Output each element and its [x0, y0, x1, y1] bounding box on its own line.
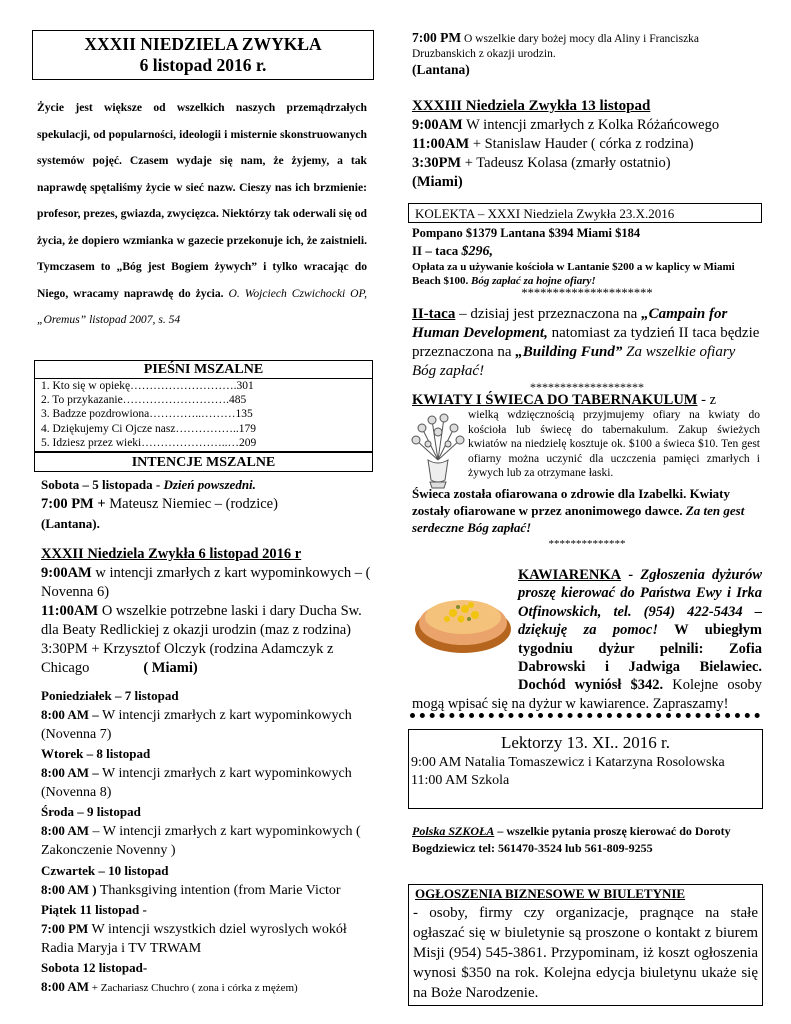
sunday-33-intentions: XXXIII Niedziela Zwykła 13 listopad 9:00AM W intencji zmarłych z Kolka Różańcowego 11:00AM + Stanislaw Hauder ( córka z rodzina) 3:30PM + Tadeusz Kolasa (zmarły ostatnio) (Miami): [412, 97, 762, 192]
sunday33-heading: XXXIII Niedziela Zwykła 13 listopad: [412, 98, 651, 114]
flowers-offering: Świeca została ofiarowana o zdrowie dla Izabelki. Kwiaty zostały ofiarowane w przez anonimowego dawce. Za ten gest serdeczne Bóg zapłać! **************: [412, 486, 745, 550]
song-item: 1. Kto się w opiekę……………………….301: [41, 380, 254, 392]
flowers-heading-line: KWIATY I ŚWIECA DO TABERNAKULUM - z: [412, 392, 716, 408]
collection-heading: KOLEKTA – XXXI Niedziela Zwykła 23.X.2016: [408, 203, 762, 223]
business-ads-box: [408, 884, 763, 1006]
second-collection: II-taca – dzisiaj jest przeznaczona na „Campain for Human Development, natomiast za tydzień II taca będzie przeznaczona na „Building Fund” Za wszelkie ofiary Bóg zapłać! *******************: [412, 306, 760, 394]
title-line1: XXXII NIEDZIELA ZWYKŁA: [84, 34, 322, 54]
song-item: 2. To przykazanie……………………….485: [41, 394, 247, 407]
lectors-line1: 9:00 AM Natalia Tomaszewicz i Katarzyna Rosolowska: [411, 755, 725, 770]
song-item: 3. Badzze pozdrowiona…………..………135: [41, 408, 253, 421]
saturday2-heading: Sobota 12 listopad-: [41, 960, 148, 975]
tuesday-heading: Wtorek – 8 listopad: [41, 746, 151, 761]
weekday-intentions: Poniedziałek – 7 listopad 8:00 AM – W intencji zmarłych z kart wypominkowych (Novenna 7) Wtorek – 8 listopad 8:00 AM – W intencji zmarłych z kart wypominkowych (Novenna 8) Środa – 9 listopad 8:00 AM – W intencji zmarłych z kart wypominkowych ( Zakonczenie Novenny ): [41, 686, 371, 860]
flower-vase-icon: [410, 410, 466, 490]
quote-text: Życie jest większe od wszelkich naszych przemądrzałych spekulacji, od popularności, ideologii i misternie skonstruowanych systemów pojęć. Czasem wydaje się nam, że żyjemy, a tak naprawdę spętaliśmy życie w sieć nazw. Cieszy nas ich brzmienie: profesor, prezes, gwiazda, zwycięzca. Niektórzy tak oderwali się od życia, że dopiero wzmianka w gazecie przekonuje ich, że zaistnieli. Tymczasem to „Bóg jest Bogiem żywych” i tylko wracając do Niego, wracamy naprawdę do życia.: [37, 101, 367, 300]
sunday-intentions: XXXII Niedziela Zwykła 6 listopad 2016 r 9:00AM w intencji zmarłych z kart wypominkowych – ( Novenna 6) 11:00AM O wszelkie potrzebne laski i dary Ducha Sw. dla Beaty Redlickiej z okazji urodzin (maz z rodzina) 3:30PM + Krzysztof Olczyk (rodzina Adamczyk z Chicago ( Miami): [41, 546, 371, 676]
right-top-intention: 7:00 PM O wszelkie dary bożej mocy dla Aliny i Franciszka Druzbanskich z okazji urodzin. (Lantana): [412, 30, 700, 77]
late-week-intentions: Czwartek – 10 listopad 8:00 AM ) Thanksgiving intention (from Marie Victor Piątek 11 listopad - 7:00 PM W intencji wszystkich dziel wyroslych wokół Radia Maryja i TV TRWAM Sobota 12 listopad- 8:00 AM + Zachariasz Chuchro ( zona i córka z mężem): [41, 861, 371, 998]
flowers-text: wielką wdzięcznością przyjmujemy ofiary na kwiaty do kościoła lub świecę do tabernakulum. Zakup świeżych kwiatów na niedzielę kosztuje ok. $100 a świeca $10. Ten gest ofiarny można uczynić dla uczczenia pamięci zmarłych i żywych lub za otrzymane łaski.: [468, 409, 760, 480]
reflection-quote: [37, 95, 367, 334]
friday-heading: Piątek 11 listopad -: [41, 902, 147, 917]
lectors-line2: 11:00 AM Szkola: [411, 773, 510, 788]
business-heading: OGŁOSZENIA BIZNESOWE W BIULETYNIE: [415, 886, 686, 901]
dotted-divider: [410, 713, 760, 718]
wednesday-heading: Środa – 9 listopad: [41, 804, 141, 819]
saturday-intention: Sobota – 5 listopada - Dzień powszedni. 7:00 PM + Mateusz Niemiec – (rodzice) (Lantana).: [41, 477, 278, 531]
cafe-section: KAWIARENKA - Zgłoszenia dyżurów proszę kierować do Państwa Ewy i Irka Otfinowskich, tel. (954) 422-5434 – dziękuję za pomoc! W ubiegłym tygodniu dyżur pelnili: Zofia Dabrowski i Jadwiga Bielawiec. Dochód wyniósł $342. Kolejne osoby mogą wpisać się na dyżur w kawiarence. Zapraszamy!: [412, 567, 762, 712]
intentions-heading: INTENCJE MSZALNE: [34, 452, 373, 472]
collection-details: Pompano $1379 Lantana $394 Miami $184 II – taca $296, Opłata za u używanie kościoła w Lantanie $200 a w kaplicy w Miami Beach $100. Bóg zapłać za hojne ofiary! *********************: [412, 226, 735, 300]
song-item: 4. Dziękujemy Ci Ojcze nasz……………..179: [41, 422, 256, 435]
song-item: 5. Idziesz przez wieki…………………..…209: [41, 436, 257, 449]
quote-author: O. Wojciech Czwichocki OP, „Oremus” listopad 2007, s. 54: [37, 286, 368, 326]
songs-heading: PIEŚNI MSZALNE: [35, 361, 372, 379]
monday-heading: Poniedziałek – 7 listopad: [41, 688, 179, 703]
school-info: Polska SZKOŁA – wszelkie pytania proszę kierować do Doroty Bogdziewicz tel: 561470-3524 lub 561-809-9255: [412, 824, 731, 855]
songs-box: [34, 360, 373, 452]
bulletin-title: [32, 30, 374, 80]
thursday-heading: Czwartek – 10 listopad: [41, 863, 169, 878]
lectors-heading: Lektorzy 13. XI.. 2016 r.: [500, 733, 671, 752]
lectors-box: [408, 729, 763, 809]
title-line2: 6 listopad 2016 r.: [139, 55, 267, 75]
business-text: - osoby, firmy czy organizacje, pragnące na stałe ogłaszać się w biuletynie są proszone o kontakt z biurem Misji (954) 545-3861. Przypominam, iż koszt ogłoszenia wynosi $350 na rok. Kolejna edycja biuletynu ukaże się na Boże Narodzenie.: [413, 905, 758, 1001]
sunday-heading: XXXII Niedziela Zwykła 6 listopad 2016 r: [41, 546, 302, 562]
